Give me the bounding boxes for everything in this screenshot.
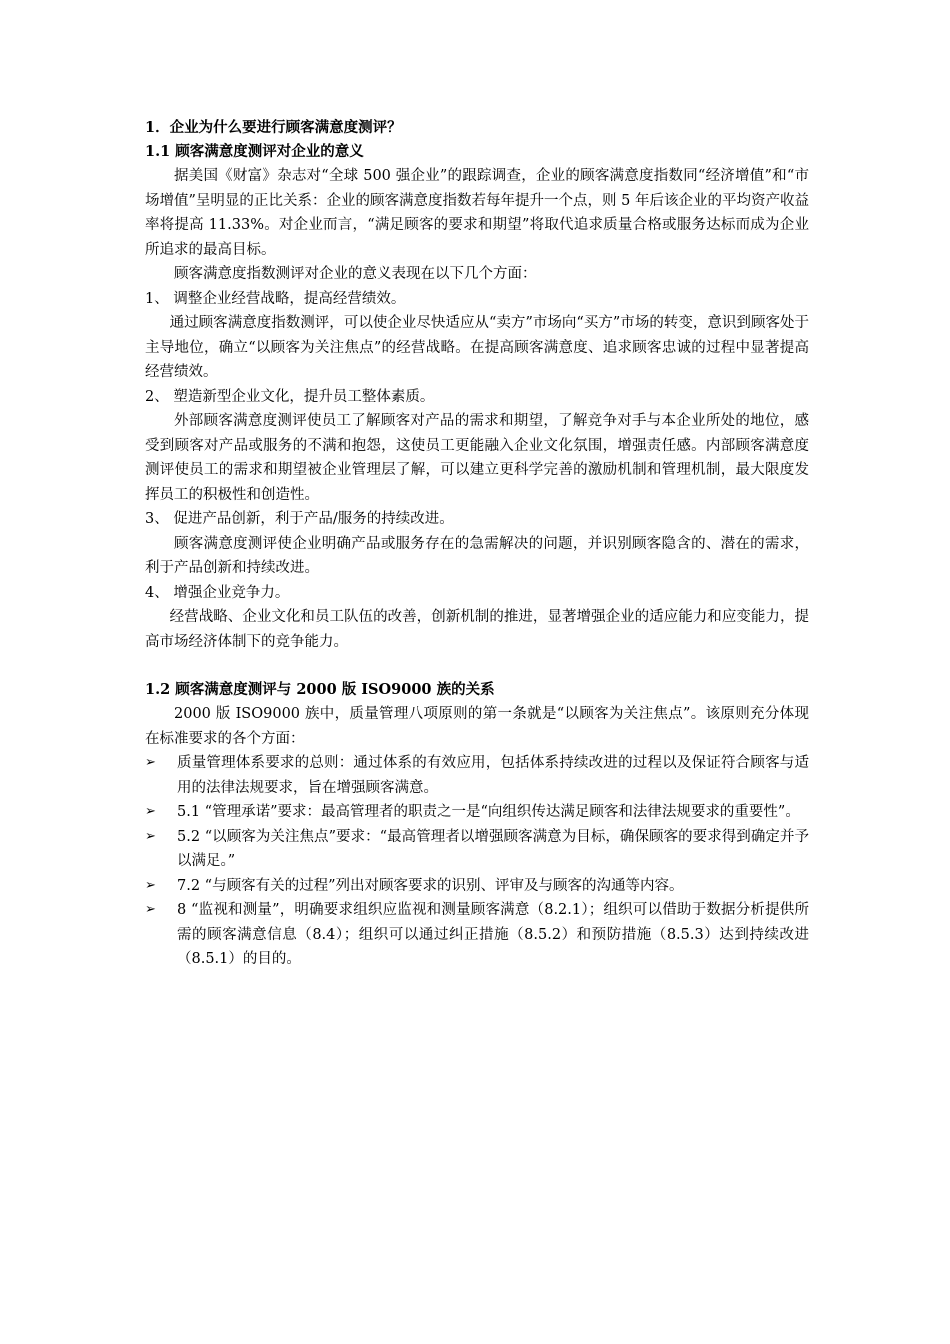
item-title-2: 2、 塑造新型企业文化，提升员工整体素质。 [145, 388, 435, 405]
list-item [145, 874, 809, 899]
list-item-text: 7.2 “与顾客有关的过程”列出对顾客要求的识别、评审及与顾客的沟通等内容。 [177, 877, 684, 894]
list-item [145, 825, 809, 874]
section-title: 1．企业为什么要进行顾客满意度测评？ [145, 119, 402, 136]
intro-paragraph: 据美国《财富》杂志对“全球 500 强企业”的跟踪调查，企业的顾客满意度指数同“经济增值”和“市场增值”呈明显的正比关系：企业的顾客满意度指数若每年提升一个点，则 5 年后该企业的平均资产收益率将提高 11.33%。对企业而言，“满足顾客的要求和期望”将取代追求质量合格或服务达标而成为企业所追求的最高目标。 [145, 168, 809, 258]
subsection-title-1-1: 1.1 顾客满意度测评对企业的意义 [145, 143, 364, 160]
item-body-2: 外部顾客满意度测评使员工了解顾客对产品的需求和期望，了解竞争对手与本企业所处的地位，感受到顾客对产品或服务的不满和抱怨，这使员工更能融入企业文化氛围，增强责任感。内部顾客满意度测评使员工的需求和期望被企业管理层了解，可以建立更科学完善的激励机制和管理机制，最大限度发挥员工的积极性和创造性。 [145, 413, 809, 503]
arrow-bullet-icon: ➢ [145, 877, 156, 893]
item-title-1: 1、 调整企业经营战略，提高经营绩效。 [145, 290, 406, 307]
list-item [145, 751, 809, 800]
subsection-title-1-2: 1.2 顾客满意度测评与 2000 版 ISO9000 族的关系 [145, 681, 495, 698]
section-spacer [145, 654, 809, 678]
item-body-4: 经营战略、企业文化和员工队伍的改善，创新机制的推进，显著增强企业的适应能力和应变能力，提高市场经济体制下的竞争能力。 [145, 609, 809, 650]
list-item [145, 800, 809, 825]
item-body-3: 顾客满意度测评使企业明确产品或服务存在的急需解决的问题，并识别顾客隐含的、潜在的需求，利于产品创新和持续改进。 [145, 535, 809, 576]
item-title-3: 3、 促进产品创新，利于产品/服务的持续改进。 [145, 511, 454, 527]
list-item-text: 质量管理体系要求的总则：通过体系的有效应用，包括体系持续改进的过程以及保证符合顾客与适用的法律法规要求，旨在增强顾客满意。 [177, 755, 809, 796]
list-item-text: 5.1 “管理承诺”要求：最高管理者的职责之一是“向组织传达满足顾客和法律法规要求的重要性”。 [177, 804, 800, 820]
lead-paragraph: 顾客满意度指数测评对企业的意义表现在以下几个方面： [174, 266, 537, 282]
list-item-text: 5.2 “以顾客为关注焦点”要求：“最高管理者以增强顾客满意为目标，确保顾客的要求得到确定并予以满足。” [177, 828, 809, 869]
arrow-bullet-icon: ➢ [145, 828, 156, 844]
arrow-bullet-icon: ➢ [145, 902, 156, 917]
arrow-bullet-icon: ➢ [145, 804, 156, 819]
arrow-bullet-icon: ➢ [145, 755, 156, 770]
iso-requirements-list [145, 751, 809, 972]
item-title-4: 4、 增强企业竞争力。 [145, 584, 290, 601]
list-item [145, 898, 809, 972]
document-page [145, 116, 809, 972]
item-body-1: 通过顾客满意度指数测评，可以使企业尽快适应从“卖方”市场向“买方”市场的转变，意识到顾客处于主导地位，确立“以顾客为关注焦点”的经营战略。在提高顾客满意度、追求顾客忠诚的过程中显著提高经营绩效。 [145, 315, 809, 380]
list-item-text: 8 “监视和测量”，明确要求组织应监视和测量顾客满意（8.2.1）；组织可以借助于数据分析提供所需的顾客满意信息（8.4）；组织可以通过纠正措施（8.5.2）和预防措施（8.5.3）达到持续改进（8.5.1）的目的。 [177, 902, 809, 967]
iso-intro-paragraph: 2000 版 ISO9000 族中，质量管理八项原则的第一条就是“以顾客为关注焦点”。该原则充分体现在标准要求的各个方面： [145, 706, 809, 747]
